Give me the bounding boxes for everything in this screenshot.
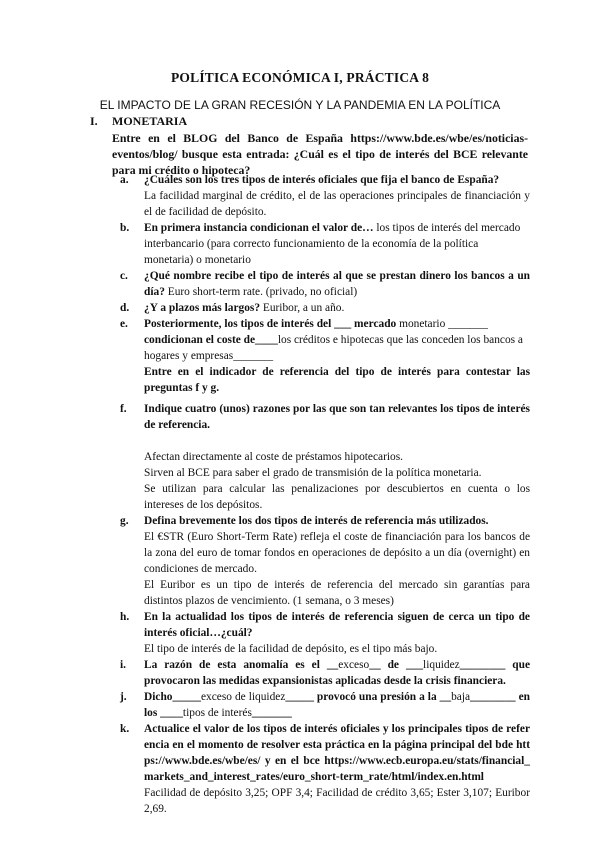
answer-text: Sirven al BCE para saber el grado de transmisión de la política monetaria. xyxy=(144,467,482,479)
page-subtitle: EL IMPACTO DE LA GRAN RECESIÓN Y LA PANDEMIA EN LA POLÍTICA xyxy=(99,98,501,112)
intro-paragraph: Entre en el BLOG del Banco de España https://www.bde.es/wbe/es/noticias-eventos/blog/ busque esta entrada: ¿Cuál es el tipo de interés del BCE relevante para mi crédito o hipoteca? xyxy=(112,131,528,177)
question-text: ¿Qué nombre recibe el tipo de interés al que se prestan dinero los bancos a un día? xyxy=(144,270,530,298)
question-f xyxy=(120,401,530,513)
question-text: Actualice el valor de los tipos de interés oficiales y los principales tipos de referencia en el momento de resolver esta práctica en la página principal del bde https://www.bde.es/wbe/es/ y en el bce https://www.ecb.europa.eu/stats/financial_markets_and_interest_rates/euro_short-term_rate/html/index.en.html xyxy=(144,723,530,783)
answer-text: tipos de interés xyxy=(182,707,252,719)
item-letter: h. xyxy=(120,611,130,623)
answer-text: La facilidad marginal de crédito, el de las operaciones principales de financiación y el de facilidad de depósito. xyxy=(144,190,530,218)
item-letter: i. xyxy=(120,659,127,671)
answer-text: Facilidad de depósito 3,25; OPF 3,4; Facilidad de crédito 3,65; Ester 3,107; Euribor 2,69. xyxy=(144,787,530,815)
question-text: La razón de esta anomalía es el __ xyxy=(144,659,339,671)
answer-text: exceso de liquidez xyxy=(200,691,286,703)
page-title: POLÍTICA ECONÓMICA I, PRÁCTICA 8 xyxy=(170,70,430,85)
question-text: En la actualidad los tipos de interés de referencia siguen de cerca un tipo de interés oficial…¿cuál? xyxy=(144,611,530,639)
answer-text: El tipo de interés de la facilidad de depósito, es el tipo más bajo. xyxy=(144,643,438,655)
question-e xyxy=(120,316,530,396)
question-k xyxy=(120,721,530,817)
item-letter: f. xyxy=(120,403,127,415)
question-text: Defina brevemente los dos tipos de interés de referencia más utilizados. xyxy=(144,515,489,527)
answer-text: los créditos e hipotecas que las conceden los bancos a hogares y empresas_______ xyxy=(144,334,523,362)
question-list xyxy=(120,172,530,817)
question-text: _____ provocó una presión a la __ xyxy=(285,691,452,703)
question-b xyxy=(120,220,530,268)
question-h xyxy=(120,609,530,657)
item-letter: g. xyxy=(120,515,129,527)
section-label: MONETARIA xyxy=(112,114,188,128)
item-letter: e. xyxy=(120,318,128,330)
answer-text: los tipos de interés del mercado interbancario (para correcto funcionamiento de la economía de la política monetaria) o monetario xyxy=(144,222,521,266)
section-number: I. xyxy=(90,114,98,128)
answer-text: Afectan directamente al coste de préstamos hipotecarios. xyxy=(144,451,404,463)
question-text: condicionan el coste de____ xyxy=(144,334,278,346)
question-d xyxy=(120,300,530,316)
item-letter: b. xyxy=(120,222,130,234)
question-a xyxy=(120,172,530,220)
item-letter: d. xyxy=(120,302,130,314)
question-text: _______ xyxy=(251,707,292,719)
answer-text: Se utilizan para calcular las penalizaciones por descubiertos en cuenta o los intereses de los depósitos. xyxy=(144,483,530,511)
item-letter: k. xyxy=(120,723,130,735)
question-i xyxy=(120,657,530,689)
question-text: Dicho_____ xyxy=(144,691,201,703)
answer-text: liquidez xyxy=(423,659,460,671)
item-letter: c. xyxy=(120,270,128,282)
question-text: ¿Cuáles son los tres tipos de interés oficiales que fija el banco de España? xyxy=(144,174,500,186)
item-letter: a. xyxy=(120,174,129,186)
answer-text: exceso xyxy=(338,659,370,671)
instruction-text: Entre en el indicador de referencia del tipo de interés para contestar las preguntas f y g. xyxy=(144,366,530,394)
question-c xyxy=(120,268,530,300)
question-text: Indique cuatro (unos) razones por las que son tan relevantes los tipos de interés de referencia. xyxy=(144,403,530,431)
question-text: ________ en los ____ xyxy=(144,691,530,719)
answer-text: Euribor, a un año. xyxy=(260,302,345,314)
answer-text: El €STR (Euro Short-Term Rate) refleja el coste de financiación para los bancos de la zona del euro de tomar fondos en operaciones de depósito a un día (overnight) en condiciones de mercado. xyxy=(144,531,530,575)
item-letter: j. xyxy=(120,691,127,703)
question-text: ¿Y a plazos más largos? xyxy=(144,302,261,314)
answer-text: El Euribor es un tipo de interés de referencia del mercado sin garantías para distintos plazos de vencimiento. (1 semana, o 3 meses) xyxy=(144,579,530,607)
question-text: ________ que provocaron las medidas expansionistas aplicadas desde la crisis financiera. xyxy=(144,659,530,687)
question-g xyxy=(120,513,530,609)
question-text: __ de ___ xyxy=(369,659,424,671)
question-text: Posteriormente, los tipos de interés del ___ mercado xyxy=(144,318,397,330)
question-j xyxy=(120,689,530,721)
answer-text: monetario _______ xyxy=(396,318,488,330)
answer-text: baja xyxy=(451,691,471,703)
section-heading xyxy=(90,114,187,129)
answer-text: Euro short-term rate. (privado, no oficial) xyxy=(164,286,358,298)
question-text: En primera instancia condicionan el valor de… xyxy=(144,222,374,234)
